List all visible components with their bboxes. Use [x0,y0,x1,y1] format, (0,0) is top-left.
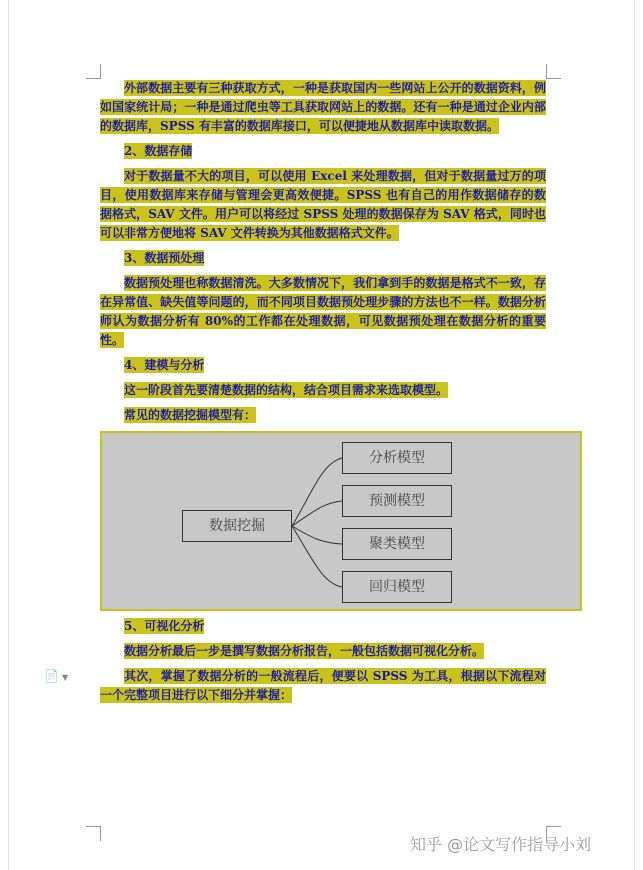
paragraph-data-sources[interactable] [100,79,546,136]
dropdown-arrow-icon: ▼ [61,673,69,682]
heading-text: 3、数据预处理 [124,251,205,265]
connector-regression [292,526,342,587]
margin-mark-bottom-left [86,826,101,841]
heading-text: 2、数据存储 [124,144,193,158]
diagram-leaf-regression: 回归模型 [342,571,452,603]
heading-text: 4、建模与分析 [124,358,205,372]
diagram-leaf-prediction: 预测模型 [342,485,452,517]
paragraph-text: 数据预处理也称数据清洗。大多数情况下，我们拿到手的数据是格式不一致，存在异常值、缺失值等问题的，而不同项目数据预处理步骤的方法也不一样。数据分析师认为数据分析有 80%的工作都在处理数据，可见数据预处理在数据分析的重要性。 [100,276,546,347]
paragraph-visualization[interactable] [100,642,546,661]
connector-analysis [292,458,342,526]
paragraph-text: 常见的数据挖掘模型有： [124,408,257,422]
heading-data-storage[interactable] [100,142,546,161]
diagram-leaf-clustering: 聚类模型 [342,528,452,560]
paragraph-modeling[interactable] [100,381,546,400]
paragraph-models-intro[interactable] [100,406,546,425]
paragraph-next-steps[interactable] [100,667,546,705]
paragraph-text: 外部数据主要有三种获取方式，一种是获取国内一些网站上公开的数据资料，例如国家统计局；一种是通过爬虫等工具获取网站上的数据。还有一种是通过企业内部的数据库，SPSS 有丰富的数据库接口，可以便捷地从数据库中读取数据。 [100,81,546,133]
paragraph-text: 这一阶段首先要清楚数据的结构，结合项目需求来选取模型。 [124,383,449,397]
margin-mark-top-left [86,64,101,79]
diagram-leaf-analysis: 分析模型 [342,442,452,474]
paragraph-text: 其次，掌握了数据分析的一般流程后，便要以 SPSS 为工具，根据以下流程对一个完整项目进行以下细分并掌握： [100,669,546,702]
heading-preprocessing[interactable] [100,249,546,268]
document-icon: 📄 [44,669,59,683]
connector-clustering [292,526,342,544]
document-body[interactable] [100,79,546,711]
diagram-root-box: 数据挖掘 [182,510,292,542]
paragraph-text: 数据分析最后一步是撰写数据分析报告，一般包括数据可视化分析。 [124,644,485,658]
paragraph-text: 对于数据量不大的项目，可以使用 Excel 来处理数据，但对于数据量过万的项目，使用数据库来存储与管理会更高效便捷。SPSS 也有自己的用作数据储存的数据格式，SAV 文件。用户可以将经过 SPSS 处理的数据保存为 SAV 格式，同时也可以非常方便地将 SAV 文件转换为其他数据格式文件。 [100,169,546,240]
paragraph-data-storage[interactable] [100,167,546,243]
paragraph-menu[interactable] [44,669,68,683]
heading-visualization[interactable] [100,617,546,636]
diagram-connectors [102,433,580,609]
data-mining-diagram[interactable] [100,431,582,611]
watermark: 知乎 @论文写作指导小刘 [410,835,592,854]
heading-modeling[interactable] [100,356,546,375]
heading-text: 5、可视化分析 [124,619,205,633]
paragraph-preprocessing[interactable] [100,274,546,350]
margin-mark-top-right [546,64,561,79]
